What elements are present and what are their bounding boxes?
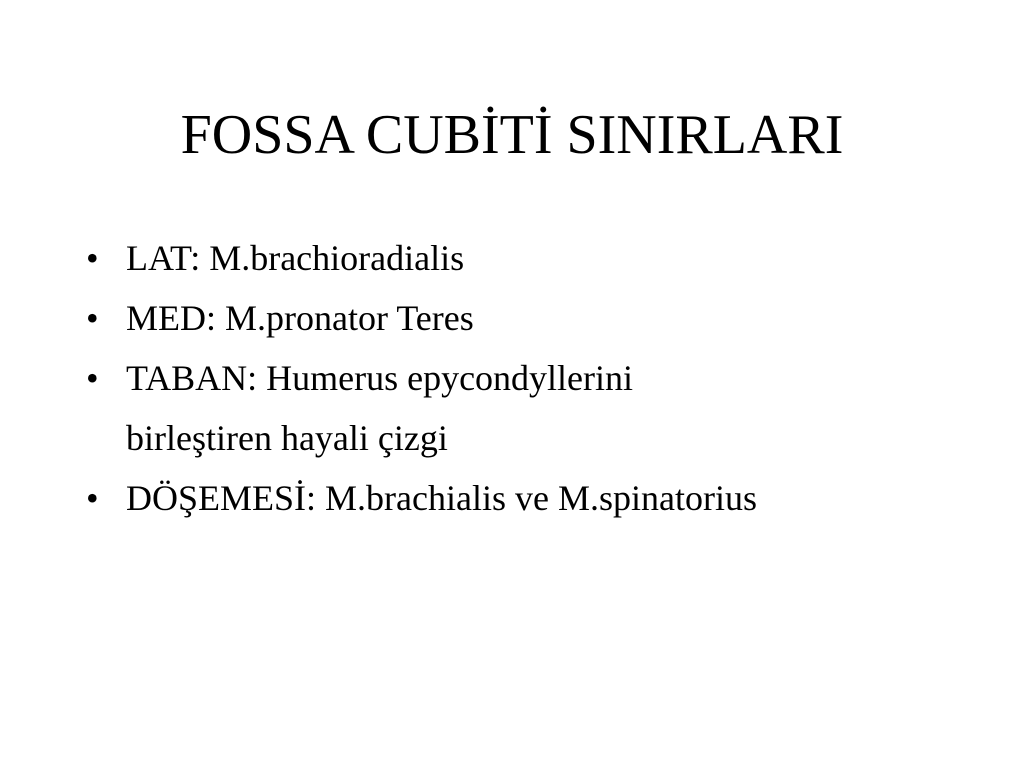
- bullet-icon: •: [86, 298, 99, 338]
- bullet-icon: •: [86, 478, 99, 518]
- bullet-item-lat: [86, 228, 986, 288]
- bullet-item-taban: [86, 348, 986, 468]
- bullet-icon: •: [86, 358, 99, 398]
- bullet-list: [86, 228, 986, 528]
- bullet-item-doseme: [86, 468, 986, 528]
- bullet-text: DÖŞEMESİ: M.brachialis ve M.spinatorius: [126, 478, 757, 518]
- bullet-text-continuation: birleştiren hayali çizgi: [126, 418, 448, 458]
- bullet-item-med: [86, 288, 986, 348]
- slide-title: FOSSA CUBİTİ SINIRLARI: [180, 104, 844, 166]
- bullet-text: LAT: M.brachioradialis: [126, 238, 465, 278]
- bullet-text: MED: M.pronator Teres: [126, 298, 474, 338]
- bullet-text: TABAN: Humerus epycondyllerini: [126, 358, 634, 398]
- bullet-icon: •: [86, 238, 99, 278]
